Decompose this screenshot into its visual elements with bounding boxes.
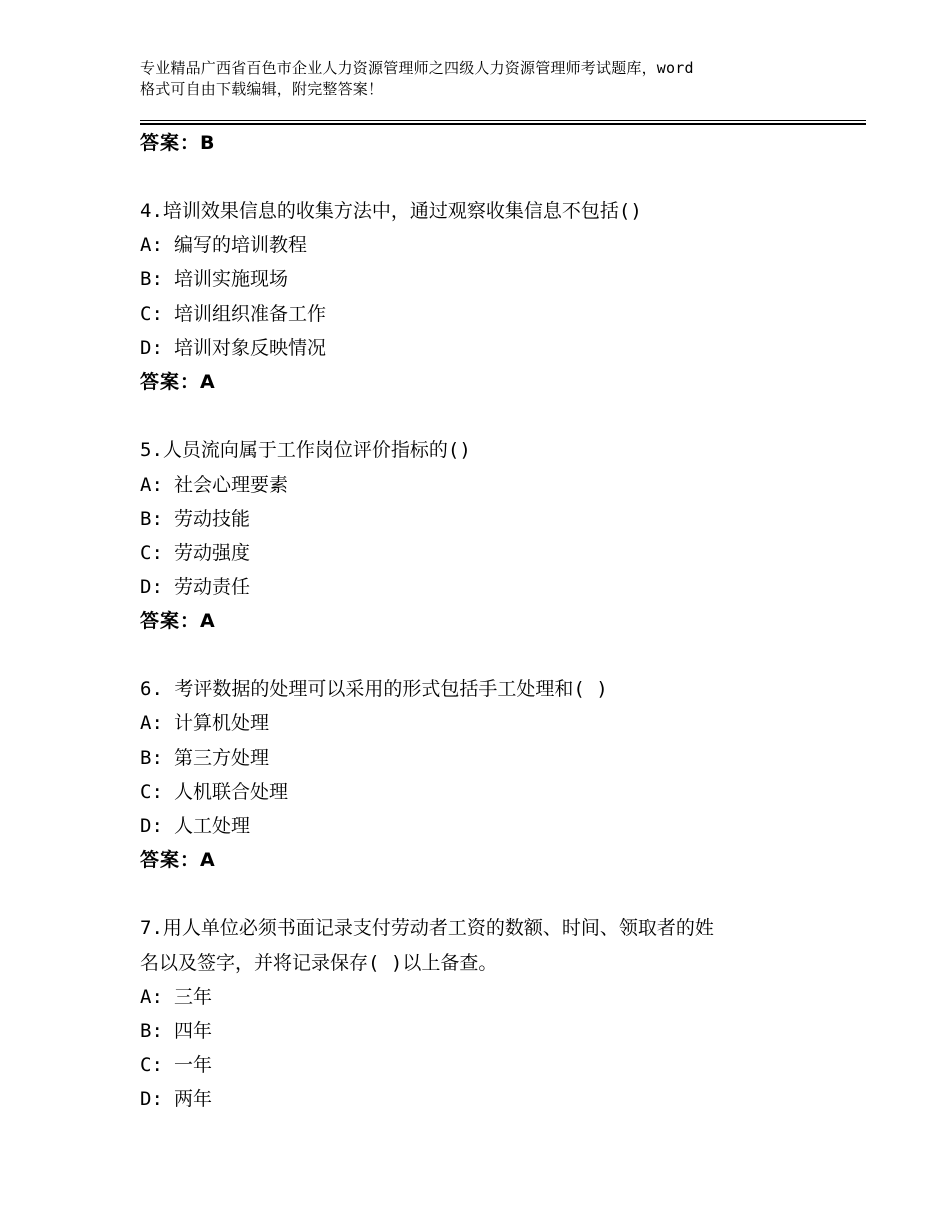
question-6-option-d: D: 人工处理 — [140, 815, 251, 837]
question-7-stem-line-1: 7.用人单位必须书面记录支付劳动者工资的数额、时间、领取者的姓 — [140, 917, 714, 939]
header-line-1: 专业精品广西省百色市企业人力资源管理师之四级人力资源管理师考试题库，word — [140, 59, 694, 77]
document-header — [140, 58, 840, 100]
question-5-option-d: D: 劳动责任 — [140, 576, 251, 598]
question-5-stem: 5.人员流向属于工作岗位评价指标的() — [140, 439, 471, 461]
question-4-option-b: B: 培训实施现场 — [140, 268, 289, 290]
question-7-option-d: D: 两年 — [140, 1088, 213, 1110]
question-4-option-a: A: 编写的培训教程 — [140, 234, 308, 256]
question-6-option-c: C: 人机联合处理 — [140, 781, 289, 803]
question-4-option-c: C: 培训组织准备工作 — [140, 303, 327, 325]
header-line-2: 格式可自由下载编辑，附完整答案！ — [140, 80, 384, 98]
question-5-option-c: C: 劳动强度 — [140, 542, 251, 564]
question-6-option-a: A: 计算机处理 — [140, 712, 270, 734]
previous-answer: 答案：B — [140, 132, 216, 154]
question-7-option-c: C: 一年 — [140, 1054, 213, 1076]
question-7-option-b: B: 四年 — [140, 1020, 213, 1042]
question-4-option-d: D: 培训对象反映情况 — [140, 337, 327, 359]
question-7-stem-line-2: 名以及签字，并将记录保存( )以上备查。 — [140, 952, 498, 974]
header-divider — [140, 120, 866, 125]
question-6-stem: 6. 考评数据的处理可以采用的形式包括手工处理和( ) — [140, 678, 608, 700]
question-5-answer: 答案：A — [140, 610, 216, 632]
question-6-answer: 答案：A — [140, 849, 216, 871]
question-5-option-b: B: 劳动技能 — [140, 508, 251, 530]
question-7-option-a: A: 三年 — [140, 986, 213, 1008]
question-6-option-b: B: 第三方处理 — [140, 747, 270, 769]
question-5-option-a: A: 社会心理要素 — [140, 474, 289, 496]
question-4-stem: 4.培训效果信息的收集方法中，通过观察收集信息不包括() — [140, 200, 642, 222]
question-4-answer: 答案：A — [140, 371, 216, 393]
